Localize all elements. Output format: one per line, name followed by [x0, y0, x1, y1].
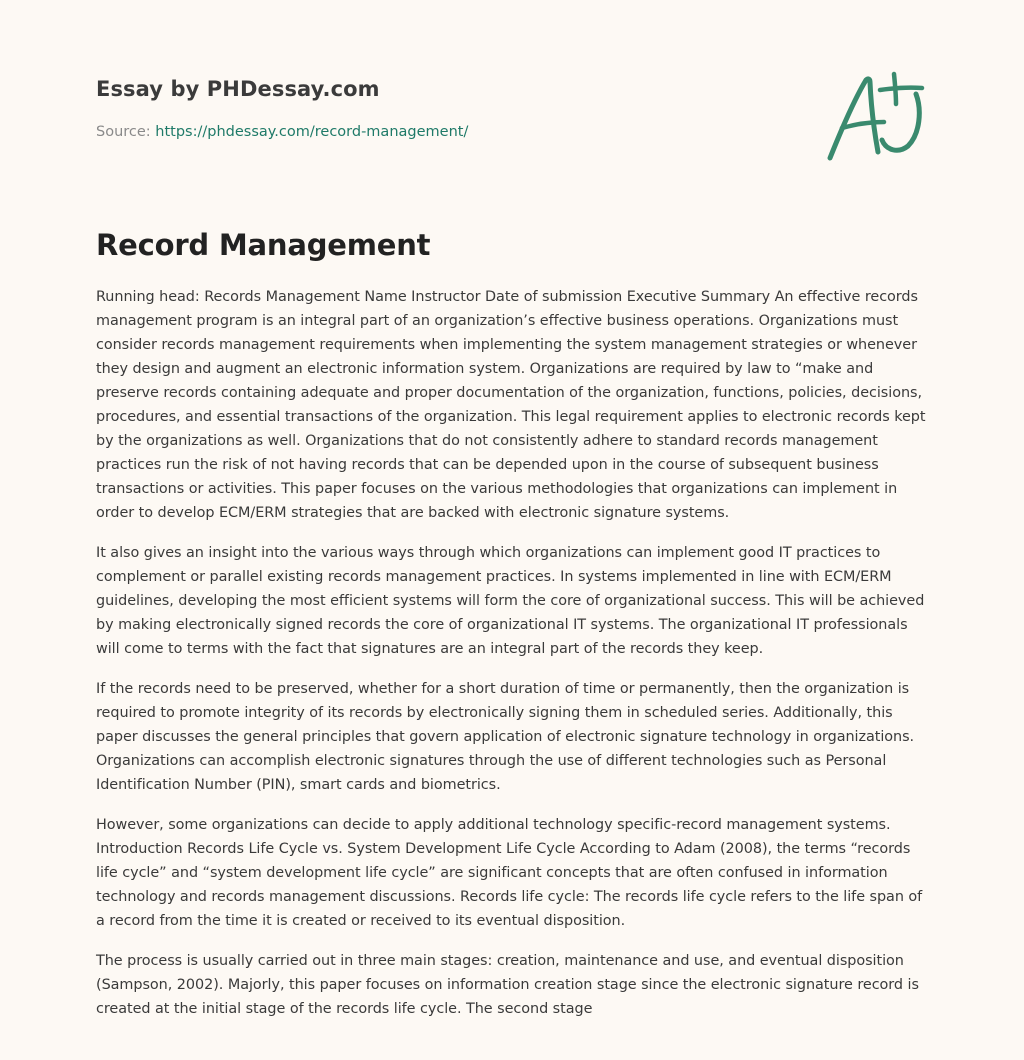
essay-paragraph: The process is usually carried out in three main stages: creation, maintenance and use, and eventual disposition (Sampson, 2002). Majorly, this paper focuses on information creation stage since the electronic signature record is created at the initial stage of the records life cycle. The second stage	[96, 953, 919, 1017]
a-crossbar-stroke	[842, 122, 884, 128]
essay-body	[96, 285, 934, 1037]
essay-title: Record Management	[96, 228, 431, 262]
source-link[interactable]: https://phdessay.com/record-management/	[155, 124, 469, 140]
plus-horizontal-stroke	[880, 88, 922, 90]
source-label: Source:	[96, 124, 156, 140]
source-line	[96, 124, 468, 140]
a-plus-grade-icon	[824, 68, 928, 164]
essay-paragraph: However, some organizations can decide to apply additional technology specific-record management systems. Introduction Records Life Cycle vs. System Development Life Cycle According to Adam (2008), the terms “records life cycle” and “system development life cycle” are significant concepts that are often confused in information technology and records management discussions. Records life cycle: The records life cycle refers to the life span of a record from the time it is created or received to its eventual disposition.	[96, 817, 923, 929]
essay-paragraph: It also gives an insight into the various ways through which organizations can implement good IT practices to complement or parallel existing records management practices. In systems implemented in line with ECM/ERM guidelines, developing the most efficient systems will form the core of organizational success. This will be achieved by making electronically signed records the core of organizational IT systems. The organizational IT professionals will come to terms with the fact that signatures are an integral part of the records they keep.	[96, 545, 925, 657]
swoop-stroke	[882, 94, 919, 150]
a-letter-stroke	[830, 79, 878, 158]
essay-paragraph: Running head: Records Management Name Instructor Date of submission Executive Summary An effective records management program is an integral part of an organization’s effective business operations. Organizations must consider records management requirements when implementing the system management strategies or whenever they design and augment an electronic information system. Organizations are required by law to “make and preserve records containing adequate and proper documentation of the organization, functions, policies, decisions, procedures, and essential transactions of the organization. This legal requirement applies to electronic records kept by the organizations as well. Organizations that do not consistently adhere to standard records management practices run the risk of not having records that can be depended upon in the course of subsequent business transactions or activities. This paper focuses on the various methodologies that organizations can implement in order to develop ECM/ERM strategies that are backed with electronic signature systems.	[96, 289, 926, 521]
essay-paragraph: If the records need to be preserved, whether for a short duration of time or permanently, then the organization is required to promote integrity of its records by electronically signing them in scheduled series. Additionally, this paper discusses the general principles that govern application of electronic signature technology in organizations. Organizations can accomplish electronic signatures through the use of different technologies such as Personal Identification Number (PIN), smart cards and biometrics.	[96, 681, 915, 793]
site-brand: Essay by PHDessay.com	[96, 77, 380, 101]
